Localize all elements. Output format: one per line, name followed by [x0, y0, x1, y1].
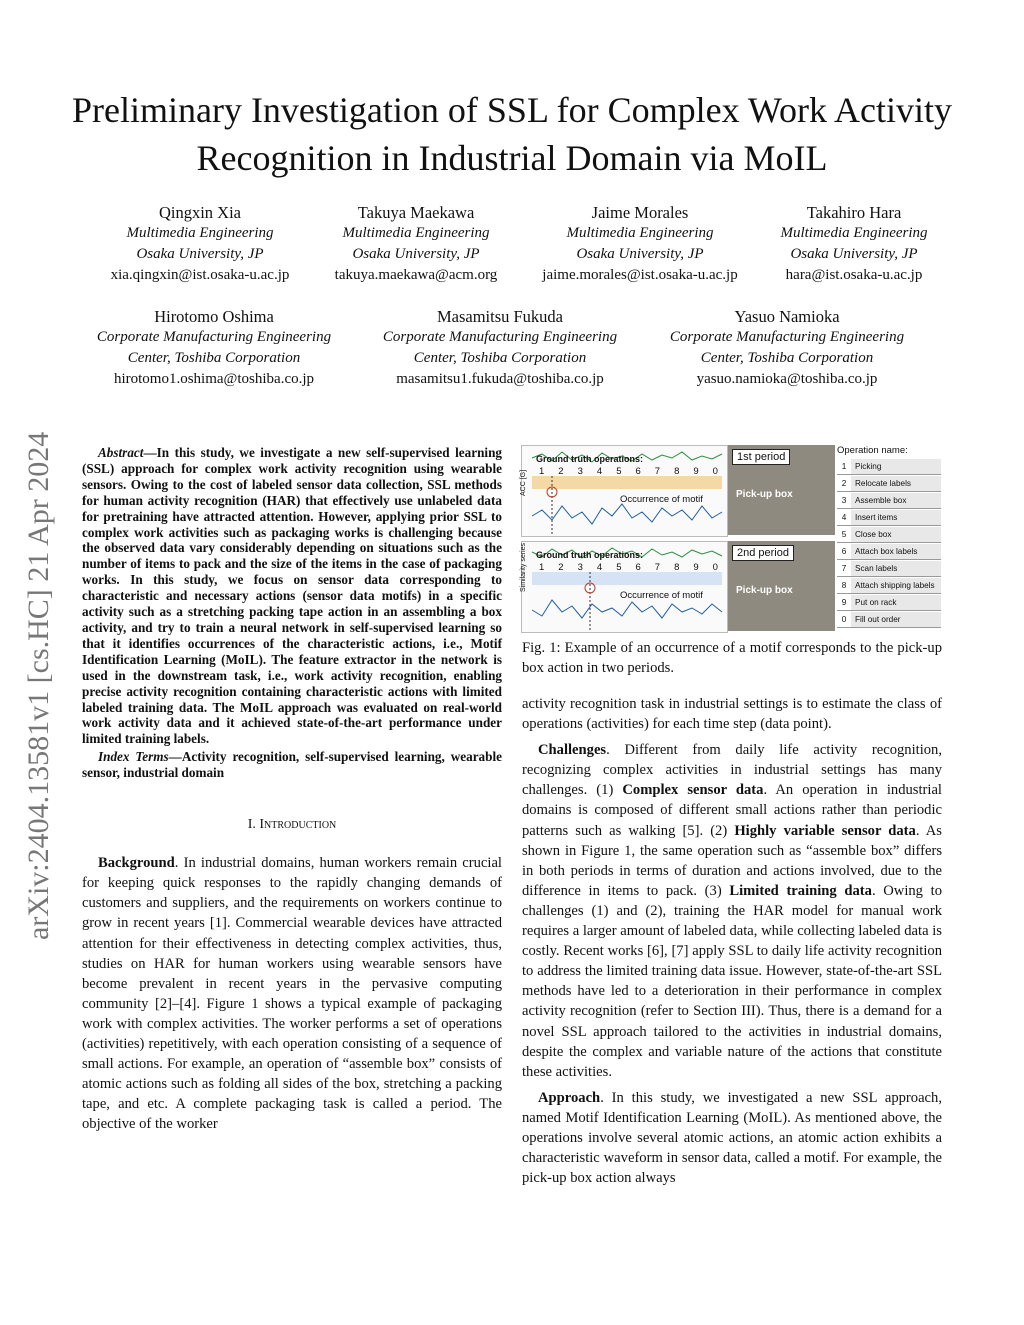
gt-num: 5 [616, 466, 622, 477]
left-column [82, 445, 502, 1134]
approach-label: Approach [538, 1089, 601, 1106]
operation-list-header: Operation name: [837, 445, 908, 456]
arxiv-id-text: arXiv:2404.13581v1 [cs.HC] 21 Apr 2024 [22, 431, 55, 940]
period-label: 2nd period [732, 545, 794, 561]
author-email[interactable]: xia.qingxin@ist.osaka-u.ac.jp [110, 267, 290, 283]
operation-row: 6 Attach box labels [837, 543, 941, 560]
right-column [522, 638, 942, 1188]
gt-num: 1 [539, 466, 545, 477]
operation-row: 3 Assemble box [837, 492, 941, 509]
author-org: Center, Toshiba Corporation [700, 350, 874, 366]
gt-numbers [532, 466, 725, 478]
author-email[interactable]: masamitsu1.fukuda@toshiba.co.jp [396, 371, 604, 387]
abstract-label: Abstract [98, 445, 144, 460]
author-org: Center, Toshiba Corporation [127, 350, 301, 366]
author-dept: Multimedia Engineering [126, 225, 274, 241]
author-name: Hirotomo Oshima [154, 307, 274, 326]
gt-numbers [532, 562, 725, 574]
operation-row: 7 Scan labels [837, 560, 941, 577]
section-heading: I. Introduction [247, 817, 337, 833]
author-dept: Multimedia Engineering [342, 225, 490, 241]
operation-row: 2 Relocate labels [837, 475, 941, 492]
paper-title: Preliminary Investigation of SSL for Complex Work Activity Recognition in Industrial Domain via MoIL [71, 90, 952, 178]
author-email[interactable]: jaime.morales@ist.osaka-u.ac.jp [542, 267, 738, 283]
gt-label: Ground truth operations: [536, 454, 643, 464]
abstract-text: In this study, we investigate a new self-supervised learning (SSL) approach for complex work activity recognition using wearable sensors. Owing to the cost of labeled sensor data collection, SSL methods for human activity recognition (HAR) that effectively use unlabeled data for pretraining have attracted attention. However, applying prior SSL to complex work activities such as packaging works is challenging because the observed data vary considerably depending on situations such as the number of items to pack and the size of the items in the case of packaging works. In this study, we focus on sensor data corresponding to characteristic and necessary actions (sensor data motifs) in a specific activity such as a stretching packing tape action in an assembling a box activity, and try to train a neural network in self-supervised learning so that it identifies occurrences of the characteristic actions, i.e., Motif Identification Learning (MoIL). The feature extractor in the network is used in the downstream task, i.e., work activity recognition, enabling precise activity recognition containing characteristic actions with limited labeled training data. The MoIL approach was evaluated on real-world work activity data and it achieved state-of-the-art performance under limited training labels. [82, 445, 502, 747]
author-org: Osaka University, JP [136, 246, 264, 262]
gt-label: Ground truth operations: [536, 550, 643, 560]
gt-num: 2 [558, 466, 564, 477]
author-name: Takahiro Hara [806, 203, 902, 222]
operation-list [837, 445, 941, 628]
gt-num: 9 [693, 466, 699, 477]
gt-num: 7 [654, 466, 661, 477]
gt-num: 1 [539, 562, 545, 573]
index-terms-text: Activity recognition, self-supervised learning, wearable sensor, industrial domain [82, 749, 502, 781]
index-terms: Index Terms—Activity recognition, self-supervised learning, wearable sensor, industrial domain [82, 749, 502, 781]
gt-num: 3 [577, 562, 583, 573]
author-dept: Multimedia Engineering [566, 225, 714, 241]
background-label: Background [98, 855, 175, 872]
author-name: Jaime Morales [591, 203, 689, 222]
author-block [362, 306, 638, 390]
gt-num: 6 [635, 466, 641, 477]
operation-row: 0 Fill out order [837, 611, 941, 628]
gt-num: 7 [654, 562, 661, 573]
author-block [74, 306, 354, 390]
author-block [648, 306, 926, 390]
background-text: . In industrial domains, human workers remain crucial for keeping quick responses to the rapidly changing demands of customers and suppliers, and the requirements on workers continue to grow in recent years [1]. Commercial wearable devices have attracted attention for their effectiveness in detecting complex activities, thus, studies on HAR for human workers using wearable sensors have become prevalent in recent years in the pervasive computing community [2]–[4]. Figure 1 shows a typical example of packaging work with complex activities. The worker performs a set of operations (activities) repetitively, with each operation consisting of a sequence of small actions. For example, an operation of “assemble box” consists of atomic actions such as folding all sides of the box, stretching a packing tape, and etc. A complete packaging task is called a period. The objective of the worker [82, 855, 502, 1133]
operation-row: 8 Attach shipping labels [837, 577, 941, 594]
plot-period-1 [521, 445, 728, 537]
author-name: Masamitsu Fukuda [436, 307, 564, 326]
worker-photo-1 [728, 445, 835, 535]
approach-paragraph: Approach. In this study, we investigated a new SSL approach, named Motif Identification Learning (MoIL). As mentioned above, the operations involve several atomic actions, an atomic action exhibits a characteristic waveform in sensor data, called a motif. For example, the pick-up box action always [522, 1089, 942, 1187]
author-name: Yasuo Namioka [734, 307, 840, 326]
figure-caption: Fig. 1: Example of an occurrence of a motif corresponds to the pick-up box action in two periods. [522, 640, 942, 676]
challenges-paragraph: Challenges. Different from daily life activity recognition, recognizing complex activities in industrial settings has many challenges. (1) Complex sensor data. An operation in industrial domains is composed of different small actions rather than periodic patterns such as walking [5]. (2) Highly variable sensor data. As shown in Figure 1, the same operation such as “assemble box” differs in both periods in terms of duration and actions involved, due to the difference in items to pack. (3) Limited training data. Owing to challenges (1) and (2), training the HAR model for manual work requires a larger amount of labeled data, while collecting labeled data is costly. Recent works [6], [7] apply SSL to daily life activity recognition to address the limited training data issue. However, state-of-the-art SSL methods have led to a deterioration in their performance in complex activity recognition (refer to Section III). Thus, there is a demand for a novel SSL approach tailored to the activities in industrial domains, despite the complex and variable nature of the actions that constitute these activities. [522, 742, 942, 1080]
author-email[interactable]: takuya.maekawa@acm.org [334, 267, 498, 283]
motif-label: Occurrence of motif [620, 494, 703, 505]
author-dept: Corporate Manufacturing Engineering [669, 329, 905, 345]
operation-row: 9 Put on rack [837, 594, 941, 611]
acc-axis-label: ACC [G] [520, 469, 527, 496]
author-org: Osaka University, JP [576, 246, 704, 262]
gt-num: 5 [616, 562, 622, 573]
gt-num: 3 [577, 466, 583, 477]
author-block [100, 202, 300, 286]
gt-num: 4 [596, 466, 603, 477]
worker-photo-2 [728, 541, 835, 631]
author-email[interactable]: hirotomo1.oshima@toshiba.co.jp [113, 371, 315, 387]
author-org: Osaka University, JP [790, 246, 918, 262]
author-email[interactable]: yasuo.namioka@toshiba.co.jp [696, 371, 878, 387]
index-terms-label: Index Terms [98, 749, 169, 765]
author-dept: Multimedia Engineering [780, 225, 928, 241]
abstract: Abstract—In this study, we investigate a new self-supervised learning (SSL) approach for complex work activity recognition using wearable sensors. Owing to the cost of labeled sensor data collection, SSL methods for human activity recognition (HAR) that effectively use unlabeled data for pretraining have attracted attention. However, applying prior SSL to complex work activities such as packaging works is challenging because the observed data vary considerably depending on situations such as the number of items to pack and the size of the items in the case of packaging works. In this study, we focus on sensor data corresponding to characteristic and necessary actions (sensor data motifs) in a specific activity such as a stretching packing tape action in an assembling a box activity, and try to train a neural network in self-supervised learning so that it identifies occurrences of the characteristic actions, i.e., Motif Identification Learning (MoIL). The feature extractor in the network is used in the downstream task, i.e., work activity recognition, enabling precise activity recognition containing characteristic actions with limited labeled training data. The MoIL approach was evaluated on real-world work activity data and it achieved state-of-the-art performance under limited training labels. [82, 445, 502, 747]
period-label: 1st period [732, 449, 790, 465]
gt-num: 8 [674, 562, 680, 573]
sim-axis-label: Similarity series [520, 542, 527, 592]
author-org: Center, Toshiba Corporation [413, 350, 587, 366]
operation-row: 4 Insert items [837, 509, 941, 526]
author-block [318, 202, 514, 286]
author-email[interactable]: hara@ist.osaka-u.ac.jp [785, 267, 923, 283]
author-org: Osaka University, JP [352, 246, 480, 262]
pickup-label: Pick-up box [736, 585, 793, 596]
gt-num: 6 [635, 562, 641, 573]
author-dept: Corporate Manufacturing Engineering [96, 329, 332, 345]
right-paragraph-1: activity recognition task in industrial settings is to estimate the class of operations (activities) for each time step (data point). [522, 696, 942, 733]
gt-num: 0 [712, 562, 718, 573]
figure-1 [521, 445, 941, 633]
gt-num: 9 [693, 562, 699, 573]
gt-num: 8 [674, 466, 680, 477]
operation-row: 5 Close box [837, 526, 941, 543]
pickup-label: Pick-up box [736, 489, 793, 500]
gt-num: 0 [712, 466, 718, 477]
author-block [524, 202, 756, 286]
gt-num: 4 [596, 562, 603, 573]
author-name: Takuya Maekawa [357, 203, 475, 222]
challenges-label: Challenges [538, 742, 607, 759]
author-dept: Corporate Manufacturing Engineering [382, 329, 618, 345]
operation-row: 1 Picking [837, 458, 941, 475]
plot-period-2 [521, 541, 728, 633]
author-block [764, 202, 944, 286]
background-paragraph [82, 853, 502, 1134]
arxiv-identifier [12, 350, 60, 950]
author-name: Qingxin Xia [158, 203, 242, 222]
motif-label: Occurrence of motif [620, 590, 703, 601]
gt-num: 2 [558, 562, 564, 573]
